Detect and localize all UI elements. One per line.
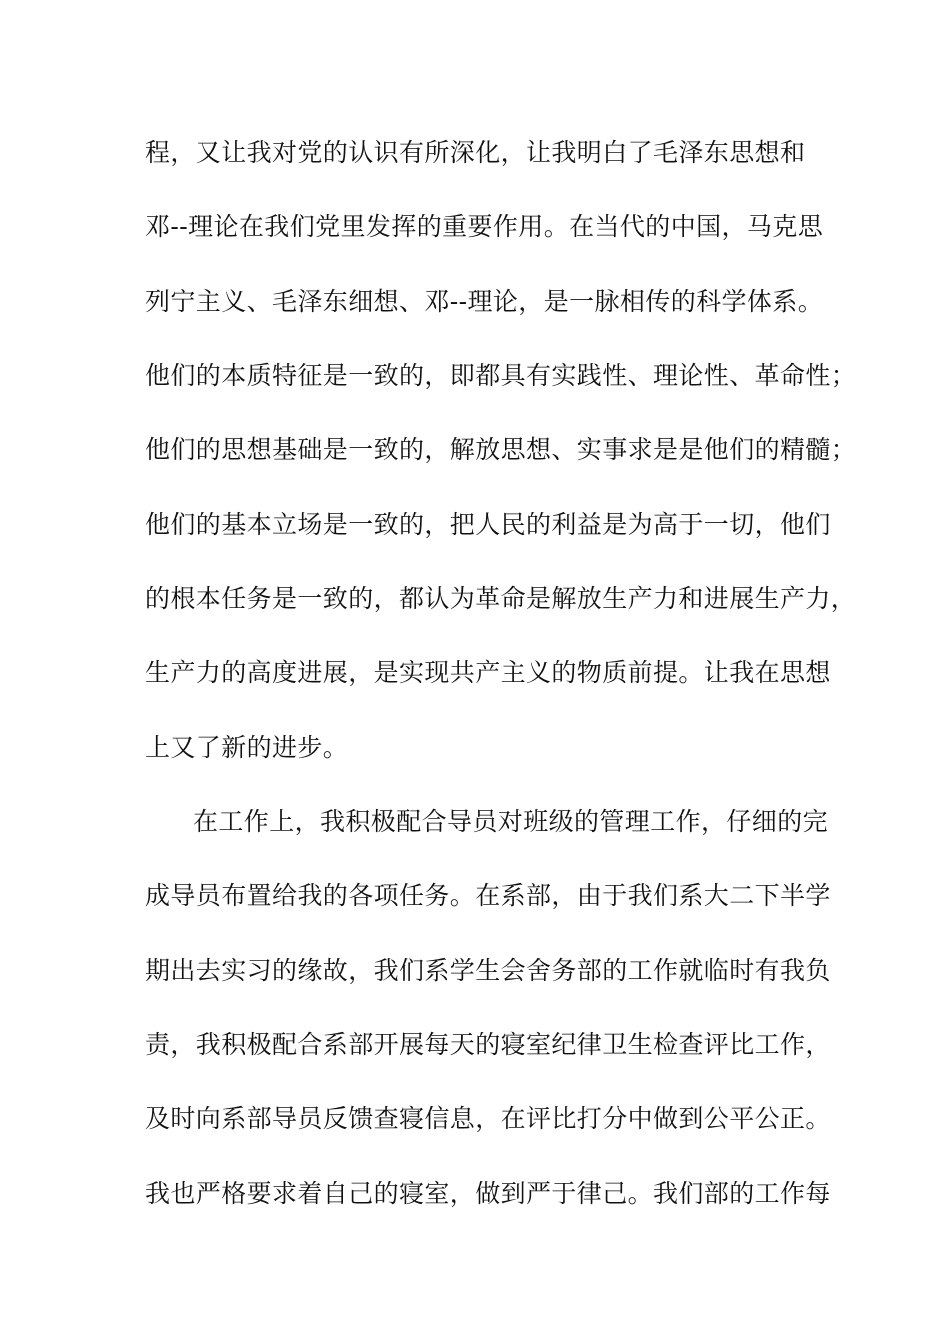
text-line: 他们的本质特征是一致的，即都具有实践性、理论性、革命性； — [145, 361, 857, 390]
text-line: 列宁主义、毛泽东细想、邓--理论，是一脉相传的科学体系。 — [145, 287, 824, 316]
text-line: 邓--理论在我们党里发挥的重要作用。在当代的中国，马克思 — [145, 212, 824, 241]
text-line: 他们的思想基础是一致的，解放思想、实事求是是他们的精髓； — [145, 435, 857, 464]
text-line: 上又了新的进步。 — [145, 733, 349, 762]
text-line: 他们的基本立场是一致的，把人民的利益是为高于一切，他们 — [145, 510, 831, 539]
text-line: 程，又让我对党的认识有所深化，让我明白了毛泽东思想和 — [145, 138, 806, 167]
text-line: 的根本任务是一致的，都认为革命是解放生产力和进展生产力， — [145, 584, 857, 613]
text-line: 责，我积极配合系部开展每天的寝室纪律卫生检查评比工作， — [145, 1030, 831, 1059]
text-line: 及时向系部导员反馈查寝信息，在评比打分中做到公平公正。 — [145, 1104, 831, 1133]
text-line: 成导员布置给我的各项任务。在系部，由于我们系大二下半学 — [145, 881, 831, 910]
text-line: 生产力的高度进展，是实现共产主义的物质前提。让我在思想 — [145, 658, 831, 687]
text-line: 在工作上，我积极配合导员对班级的管理工作，仔细的完 — [193, 807, 829, 836]
text-line: 我也严格要求着自己的寝室，做到严于律己。我们部的工作每 — [145, 1179, 831, 1208]
text-line: 期出去实习的缘故，我们系学生会舍务部的工作就临时有我负 — [145, 956, 831, 985]
